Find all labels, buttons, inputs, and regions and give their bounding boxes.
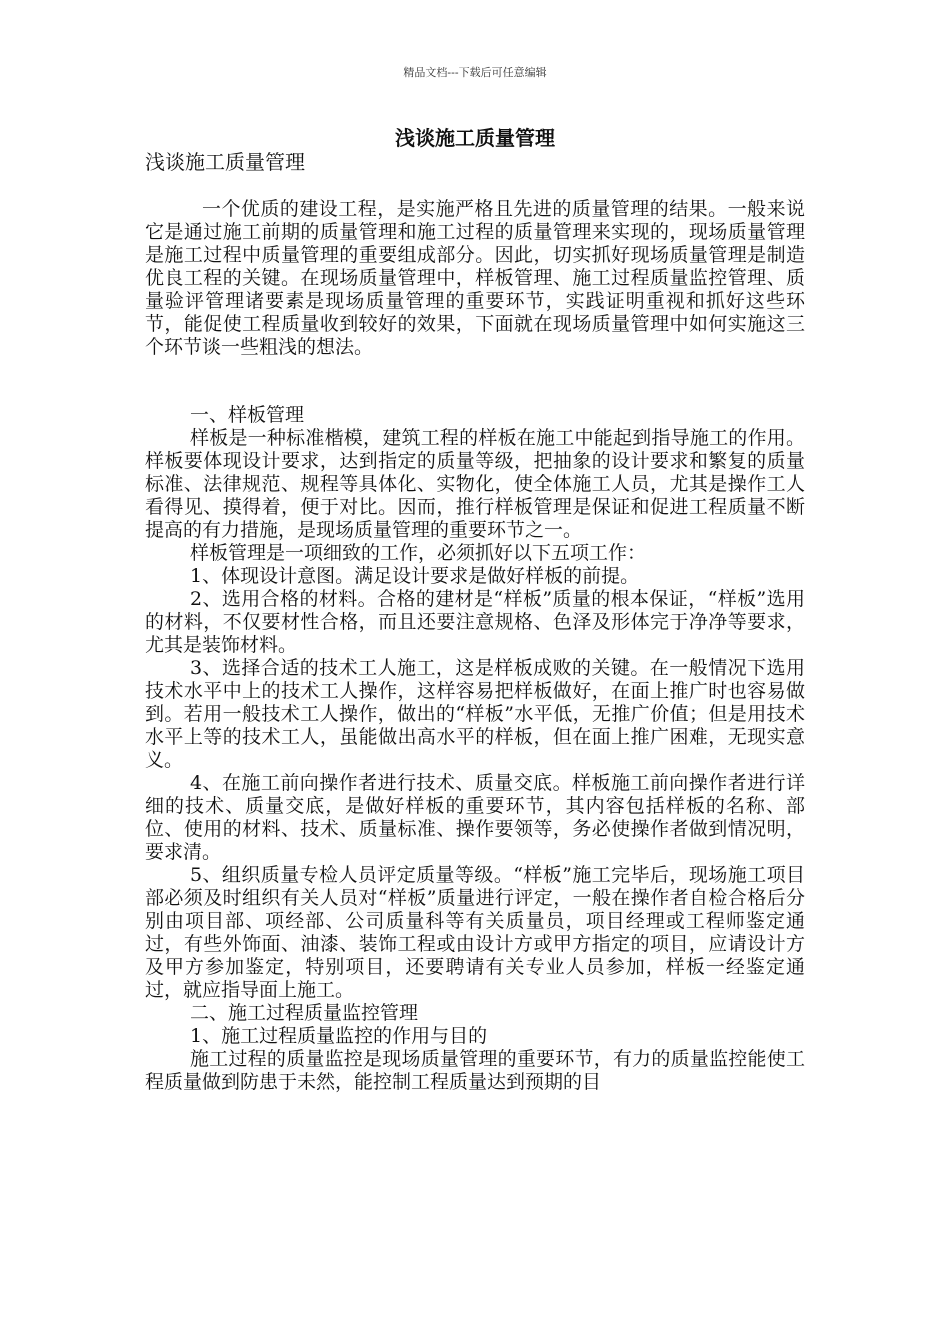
list-item-5: 5、组织质量专检人员评定质量等级。“样板”施工完毕后，现场施工项目部必须及时组织有关人员对“样板”质量进行评定，一般在操作者自检合格后分别由项目部、项经部、公司质量科等有关质量员，项目经理或工程师鉴定通过，有些外饰面、油漆、装饰工程或由设计方或甲方指定的项目，应请设计方及甲方参加鉴定，特别项目，还要聘请有关专业人员参加，样板一经鉴定通过，就应指导面上施工。: [145, 864, 805, 1001]
section-1-heading: 一、样板管理: [190, 404, 305, 426]
document-title: 浅谈施工质量管理: [395, 126, 555, 150]
intro-paragraph: 一个优质的建设工程，是实施严格且先进的质量管理的结果。一般来说它是通过施工前期的质量管理和施工过程的质量管理来实现的，现场质量管理是施工过程中质量管理的重要组成部分。因此，切实抓好现场质量管理是制造优良工程的关键。在现场质量管理中，样板管理、施工过程质量监控管理、质量验评管理诸要素是现场质量管理的重要环节，实践证明重视和抓好这些环节，能促使工程质量收到较好的效果，下面就在现场质量管理中如何实施这三个环节谈一些粗浅的想法。: [145, 198, 805, 358]
list-item-4: 4、在施工前向操作者进行技术、质量交底。样板施工前向操作者进行详细的技术、质量交底，是做好样板的重要环节，其内容包括样板的名称、部位、使用的材料、技术、质量标准、操作要领等，务必使操作者做到情况明，要求清。: [145, 772, 805, 863]
section-2-heading: 二、施工过程质量监控管理: [190, 1002, 419, 1024]
section-1-paragraph-1: 样板是一种标准楷模，建筑工程的样板在施工中能起到指导施工的作用。样板要体现设计要求，达到指定的质量等级，把抽象的设计要求和繁复的质量标准、法律规范、规程等具体化、实物化，使全体施工人员，尤其是操作工人看得见、摸得着，便于对比。因而，推行样板管理是保证和促进工程质量不断提高的有力措施，是现场质量管理的重要环节之一。: [145, 427, 805, 541]
list-item-2: 2、选用合格的材料。合格的建材是“样板”质量的根本保证，“样板”选用的材料，不仅要材性合格，而且还要注意规格、色泽及形体完于净净等要求，尤其是装饰材料。: [145, 588, 805, 656]
list-item-3: 3、选择合适的技术工人施工，这是样板成败的关键。在一般情况下选用技术水平中上的技术工人操作，这样容易把样板做好，在面上推广时也容易做到。若用一般技术工人操作，做出的“样板”水平低，无推广价值；但是用技术水平上等的技术工人，虽能做出高水平的样板，但在面上推广困难，无现实意义。: [145, 657, 805, 771]
section-2-paragraph-1: 施工过程的质量监控是现场质量管理的重要环节，有力的质量监控能使工程质量做到防患于未然，能控制工程质量达到预期的目: [145, 1048, 805, 1093]
page-header-note: 精品文档---下载后可任意编辑: [403, 66, 547, 79]
section-2-subheading-1: 1、施工过程质量监控的作用与目的: [190, 1025, 488, 1047]
document-subtitle: 浅谈施工质量管理: [145, 150, 305, 174]
list-item-1: 1、体现设计意图。满足设计要求是做好样板的前提。: [190, 565, 640, 587]
section-1-paragraph-2: 样板管理是一项细致的工作，必须抓好以下五项工作：: [190, 542, 647, 564]
document-body: [145, 148, 805, 1094]
